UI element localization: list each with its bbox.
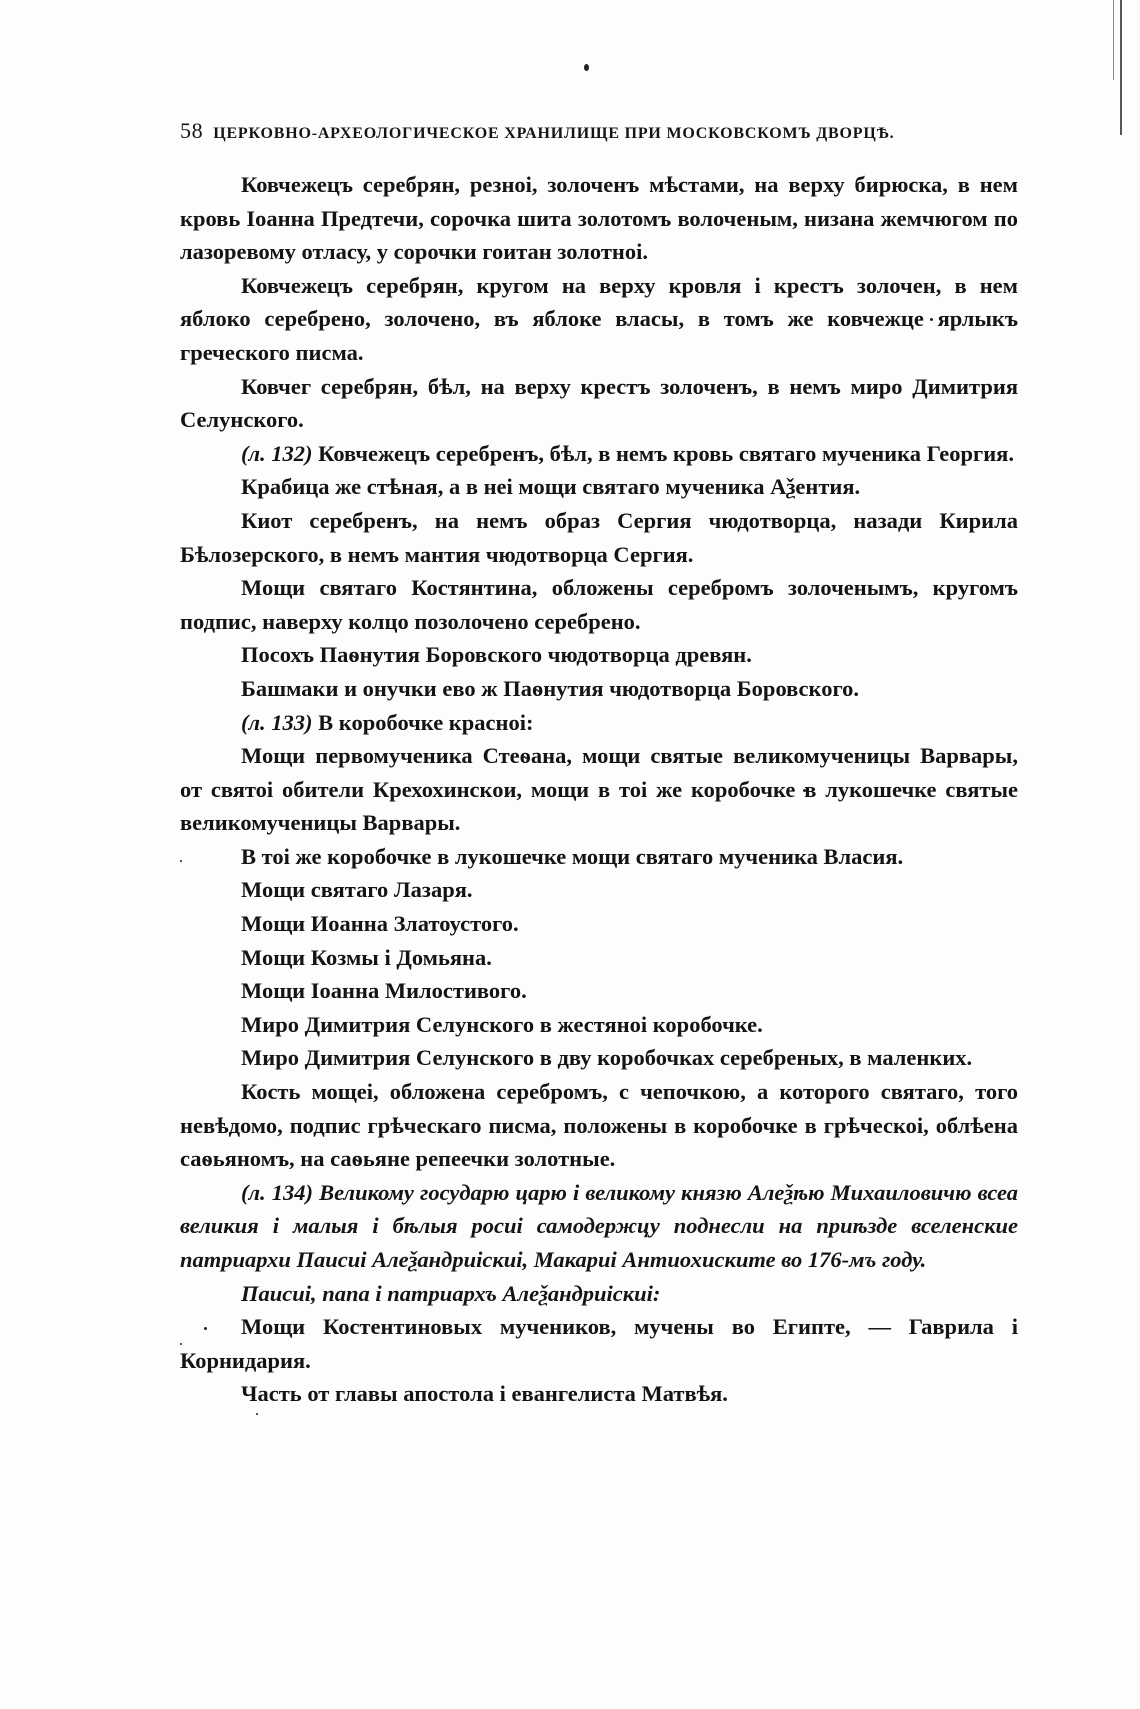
paragraph: Ковчежецъ серебрян, резноі, золоченъ мѣстами, на верху бирюска, в нем кровь Іоанна Предтечи, сорочка шита золотомъ волоченым, низана жемчюгом по лазоревому отласу, у сорочки гоитан золотноі. <box>180 172 1018 265</box>
paragraph: Паисиі, папа і патриархъ Алеѯандриіскиі: <box>241 1280 661 1306</box>
paragraph: Мощи первомученика Стеѳана, мощи святые великомученицы Варвары, от святоі обители Крехохинскои, мощи в тоі же коробочке в лукошечке святые великомученицы Варвары. <box>180 743 1018 836</box>
folio-reference: (л. 132) <box>241 440 313 466</box>
paragraph: (л. 134) Великому государю царю і великому князю Алеѯѣю Михаиловичю всеа великия і малыя і бѣлыя росиі самодержцу поднесли на приѣзде вселенские патриархи Паисиі Алеѯандриіскиі, Макариі Антиохиските во 176-мъ году. <box>180 1179 1018 1272</box>
paragraph: Ковчег серебрян, бѣл, на верху крестъ золоченъ, в немъ миро Димитрия Селунского. <box>180 373 1018 433</box>
paragraph: Мощи Іоанна Милостивого. <box>241 978 527 1004</box>
paragraph: Мощи святаго Костянтина, обложены серебромъ золоченымъ, кругомъ подпис, наверху колцо позолочено серебрено. <box>180 575 1018 634</box>
paragraph: Миро Димитрия Селунского в жестяноі коробочке. <box>241 1011 763 1037</box>
paragraph: (л. 133) В коробочке красноі: <box>241 709 534 735</box>
paragraph: Башмаки и онучки ево ж Паѳнутия чюдотворца Боровского. <box>241 675 859 701</box>
paragraph: Часть от главы апостола і евангелиста Матвѣя. <box>241 1381 728 1407</box>
body-text <box>180 168 1018 1411</box>
scan-speck <box>256 1413 258 1415</box>
scan-edge-rule <box>1120 0 1122 135</box>
scan-speck <box>584 64 589 71</box>
paragraph: Посохъ Паѳнутия Боровского чюдотворца древян. <box>241 642 752 668</box>
folio-reference: (л. 134) <box>241 1179 313 1205</box>
paragraph: Крабица же стѣная, а в неі мощи святаго мученика Аѯентия. <box>241 474 861 500</box>
header-title: ЦЕРКОВНО-АРХЕОЛОГИЧЕСКОЕ ХРАНИЛИЩЕ ПРИ МОСКОВСКОМЪ ДВОРЦѢ. <box>213 125 895 142</box>
paragraph: Ковчежецъ серебрян, кругом на верху кровля і крестъ золочен, в нем яблоко серебрено, золочено, въ яблоке власы, в томъ же ковчежце ярлыкъ греческого писма. <box>180 272 1018 365</box>
paragraph: Мощи святаго Лазаря. <box>241 877 473 903</box>
paragraph: Кость мощеі, обложена серебромъ, с чепочкою, а которого святаго, того невѣдомо, подпис грѣческаго писма, положены в коробочке в грѣческоі, облѣена саѳьяномъ, на саѳьяне репеечки золотные. <box>180 1079 1018 1172</box>
running-header <box>180 118 1010 144</box>
scan-edge-rule-secondary <box>1113 0 1114 80</box>
paragraph: (л. 132) Ковчежецъ серебренъ, бѣл, в немъ кровь святаго мученика Георгия. <box>241 440 1014 466</box>
paragraph: Миро Димитрия Селунского в дву коробочках серебреных, в маленких. <box>241 1045 973 1071</box>
paragraph: Мощи Костентиновых мучеников, мучены во Египте, — Гаврила і Корнидария. <box>180 1314 1018 1373</box>
paragraph: Мощи Иоанна Златоустого. <box>241 911 519 937</box>
folio-reference: (л. 133) <box>241 709 313 735</box>
page-number: 58 <box>180 118 204 143</box>
paragraph: В тоі же коробочке в лукошечке мощи святаго мученика Власия. <box>241 843 904 869</box>
paragraph: Мощи Козмы і Домьяна. <box>241 944 492 970</box>
paragraph: Киот серебренъ, на немъ образ Сергия чюдотворца, назади Кирила Бѣлозерского, в немъ мантия чюдотворца Сергия. <box>180 507 1018 567</box>
